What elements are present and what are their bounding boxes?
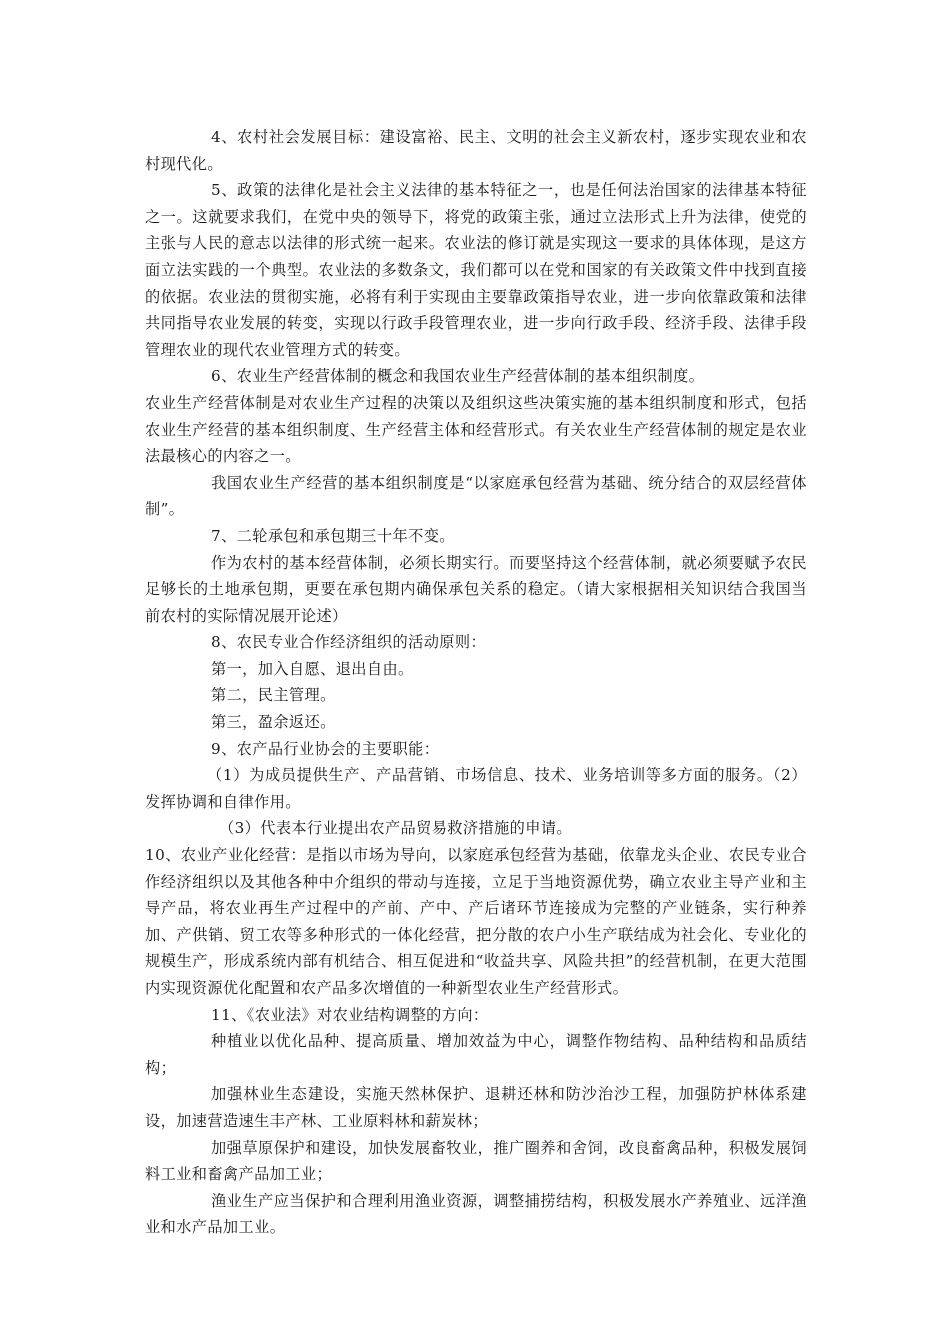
paragraph-item-8-second: 第二，民主管理。 xyxy=(211,686,336,705)
paragraph-item-11-planting: 种植业以优化品种、提高质量、增加效益为中心，调整作物结构、品种结构和品质结构； xyxy=(145,1032,807,1077)
paragraph-item-4: 4、农村社会发展目标：建设富裕、民主、文明的社会主义新农村，逐步实现农业和农村现代化。 xyxy=(145,128,807,173)
paragraph-item-7: 7、二轮承包和承包期三十年不变。 xyxy=(211,526,455,545)
paragraph-item-8: 8、农民专业合作经济组织的活动原则： xyxy=(211,633,487,652)
paragraph-item-9-third: （3）代表本行业提出农产品贸易救济措施的申请。 xyxy=(219,819,572,838)
paragraph-item-9-functions: （1）为成员提供生产、产品营销、市场信息、技术、业务培训等多方面的服务。（2）发挥协调和自律作用。 xyxy=(145,766,807,811)
paragraph-item-6-system: 我国农业生产经营的基本组织制度是“以家庭承包经营为基础、统分结合的双层经营体制”。 xyxy=(145,473,807,519)
paragraph-item-7-discussion: 作为农村的基本经营体制，必须长期实行。而要坚持这个经营体制，就必须要赋予农民足够长的土地承包期，更要在承包期内确保承包关系的稳定。（请大家根据相关知识结合我国当前农村的实际情况展开论述） xyxy=(145,553,807,625)
paragraph-item-9: 9、农产品行业协会的主要职能： xyxy=(211,739,440,758)
paragraph-item-11-fishery: 渔业生产应当保护和合理利用渔业资源，调整捕捞结构，积极发展水产养殖业、远洋渔业和水产品加工业。 xyxy=(145,1191,807,1237)
paragraph-item-8-third: 第三，盈余返还。 xyxy=(211,713,336,732)
paragraph-item-11-forestry: 加强林业生态建设，实施天然林保护、退耕还林和防沙治沙工程，加强防护林体系建设，加速营造速生丰产林、工业原料林和薪炭林； xyxy=(145,1085,807,1130)
paragraph-item-8-first: 第一，加入自愿、退出自由。 xyxy=(211,659,414,678)
paragraph-item-6: 6、农业生产经营体制的概念和我国农业生产经营体制的基本组织制度。 xyxy=(211,367,705,386)
paragraph-item-10: 10、农业产业化经营：是指以市场为导向，以家庭承包经营为基础，依靠龙头企业、农民专业合作经济组织以及其他各种中介组织的带动与连接，立足于当地资源优势，确立农业主导产业和主导产品，将农业再生产过程中的产前、产中、产后诸环节连接成为完整的产业链条，实行种养加、产供销、贸工农等多种形式的一体化经营，把分散的农户小生产联结成为社会化、专业化的规模生产，形成系统内部有机结合、相互促进和“收益共享、风险共担”的经营机制，在更大范围内实现资源优化配置和农产品多次增值的一种新型农业生产经营形式。 xyxy=(145,846,807,997)
paragraph-item-5: 5、政策的法律化是社会主义法律的基本特征之一，也是任何法治国家的法律基本特征之一。这就要求我们，在党中央的领导下，将党的政策主张，通过立法形式上升为法律，使党的主张与人民的意志以法律的形式统一起来。农业法的修订就是实现这一要求的具体体现，是这方面立法实践的一个典型。农业法的多数条文，我们都可以在党和国家的有关政策文件中找到直接的依据。农业法的贯彻实施，必将有利于实现由主要靠政策指导农业，进一步向依靠政策和法律共同指导农业发展的转变，实现以行政手段管理农业，进一步向行政手段、经济手段、法律手段管理农业的现代农业管理方式的转变。 xyxy=(145,181,807,359)
paragraph-item-6-definition: 农业生产经营体制是对农业生产过程的决策以及组织这些决策实施的基本组织制度和形式，包括农业生产经营的基本组织制度、生产经营主体和经营形式。有关农业生产经营体制的规定是农业法最核心的内容之一。 xyxy=(145,393,807,466)
document-page xyxy=(145,124,807,1241)
paragraph-item-11: 11、《农业法》对农业结构调整的方向： xyxy=(211,1005,489,1024)
paragraph-item-11-grassland: 加强草原保护和建设，加快发展畜牧业，推广圈养和舍饲，改良畜禽品种，积极发展饲料工业和畜禽产品加工业； xyxy=(145,1138,807,1184)
